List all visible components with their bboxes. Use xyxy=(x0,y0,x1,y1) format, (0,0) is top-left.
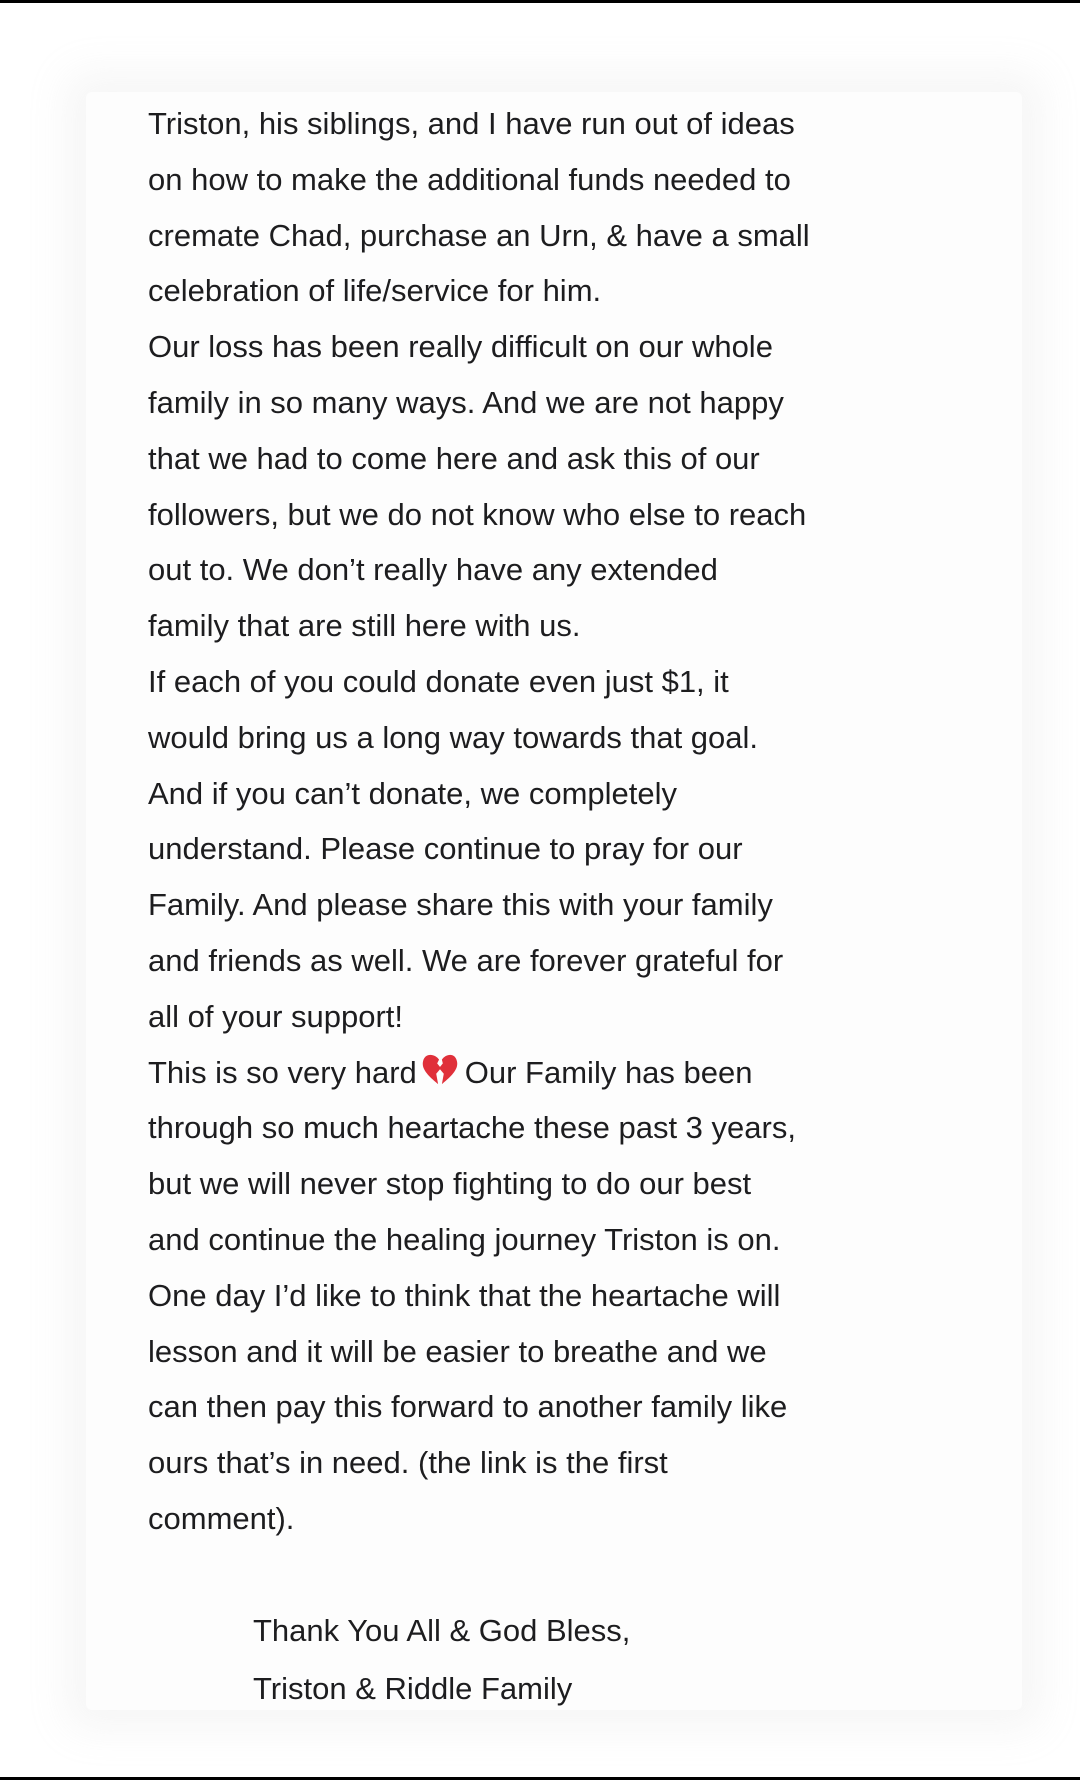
message-line: understand. Please continue to pray for our xyxy=(148,831,743,867)
message-line: all of your support! xyxy=(148,998,404,1034)
heart-line-after: Our Family has been xyxy=(464,1054,753,1090)
message-line: ours that’s in need. (the link is the first xyxy=(148,1445,668,1481)
message-line: If each of you could donate even just $1, it xyxy=(148,663,729,699)
message-line: family that are still here with us. xyxy=(148,608,581,644)
message-line: cremate Chad, purchase an Urn, & have a small xyxy=(148,217,810,253)
signoff-line-2: Triston & Riddle Family xyxy=(253,1671,573,1706)
message-line: can then pay this forward to another family like xyxy=(148,1389,788,1425)
message-line: and continue the healing journey Triston is on. xyxy=(148,1221,781,1257)
message-line-heart xyxy=(148,1045,1028,1101)
message-line: followers, but we do not know who else to reach xyxy=(148,496,807,532)
message-body xyxy=(148,96,1028,1547)
message-line: lesson and it will be easier to breathe and we xyxy=(148,1333,767,1369)
message-line: celebration of life/service for him. xyxy=(148,273,602,309)
message-line: out to. We don’t really have any extended xyxy=(148,552,718,588)
message-line: that we had to come here and ask this of our xyxy=(148,440,760,476)
message-line: And if you can’t donate, we completely xyxy=(148,775,678,811)
message-line: would bring us a long way towards that goal. xyxy=(148,719,759,755)
signoff-line-1: Thank You All & God Bless, xyxy=(253,1613,631,1648)
message-line: on how to make the additional funds needed to xyxy=(148,161,791,197)
message-line: Family. And please share this with your family xyxy=(148,887,773,923)
message-line: and friends as well. We are forever grateful for xyxy=(148,942,784,978)
message-line: but we will never stop fighting to do our best xyxy=(148,1166,752,1202)
message-line: comment). xyxy=(148,1500,295,1536)
broken-heart-icon xyxy=(421,1053,459,1087)
message-line: Our loss has been really difficult on our whole xyxy=(148,329,773,365)
message-line: One day I’d like to think that the heartache will xyxy=(148,1277,781,1313)
message-line: through so much heartache these past 3 years, xyxy=(148,1110,796,1146)
heart-line-before: This is so very hard xyxy=(148,1054,417,1090)
signoff xyxy=(253,1602,630,1718)
frame-top-border xyxy=(0,0,1080,3)
message-line: family in so many ways. And we are not happy xyxy=(148,384,784,420)
message-line: Triston, his siblings, and I have run out of ideas xyxy=(148,106,795,141)
